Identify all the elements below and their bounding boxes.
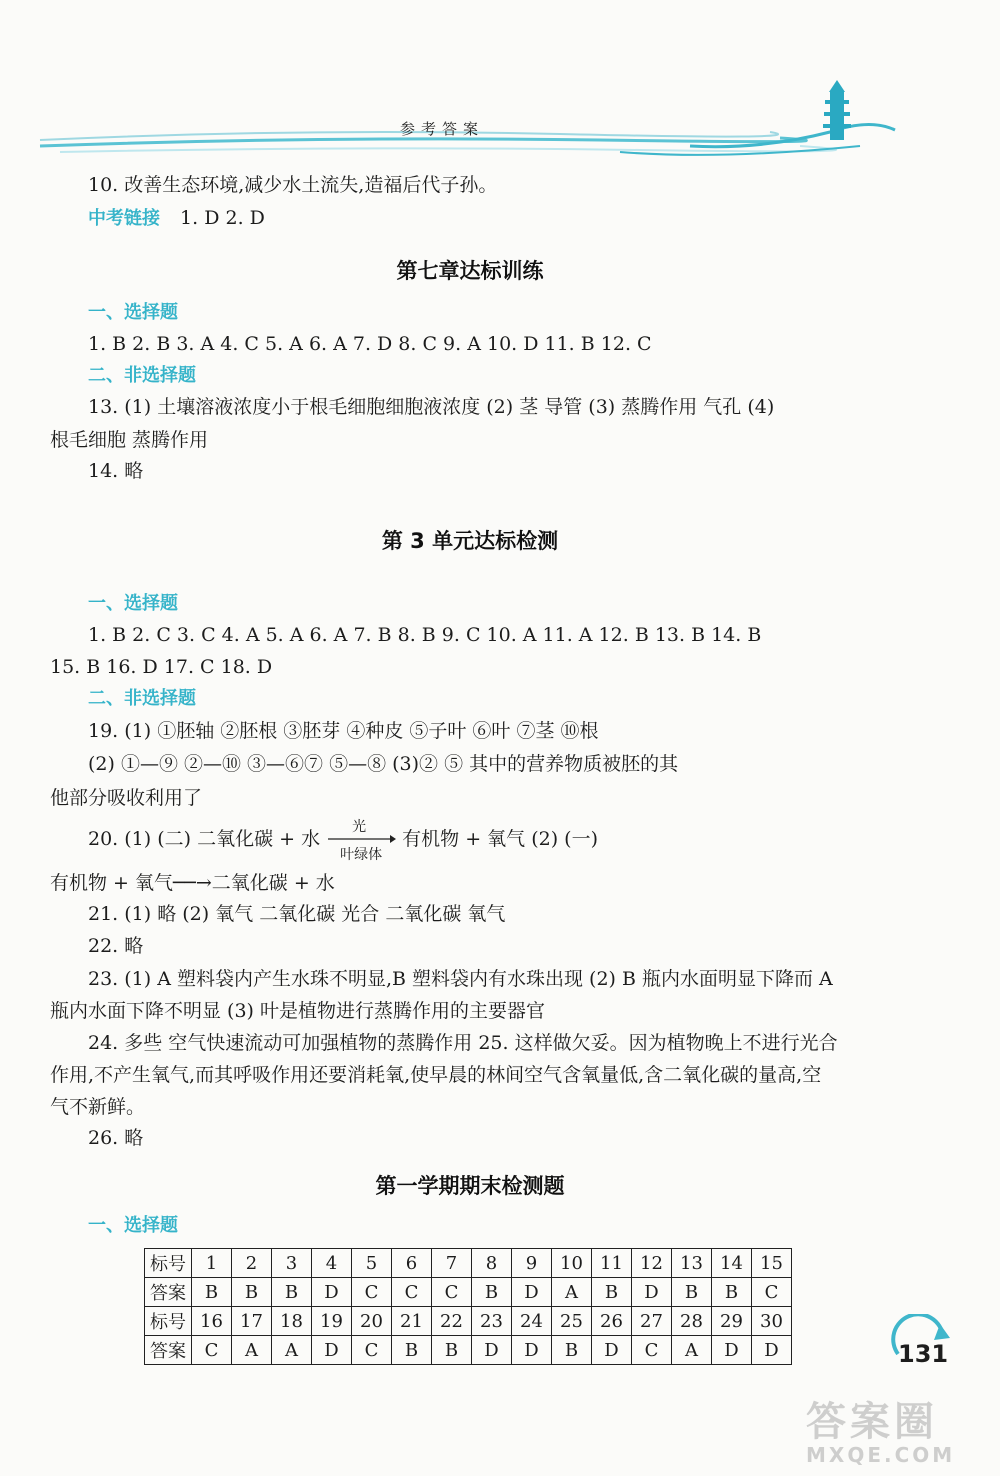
table-row — [145, 1336, 792, 1365]
table-cell: 15 — [752, 1249, 792, 1278]
table-cell: 1 — [192, 1249, 232, 1278]
table-cell: 答案 — [145, 1336, 192, 1365]
table-cell: B — [232, 1278, 272, 1307]
header-wave-decoration — [0, 0, 1000, 170]
table-cell: C — [392, 1278, 432, 1307]
ch7-q13-line2: 根毛细胞 蒸腾作用 — [50, 429, 209, 451]
table-cell: 5 — [352, 1249, 392, 1278]
header-banner — [0, 0, 1000, 170]
table-cell: B — [712, 1278, 752, 1307]
final-exam-title: 第一学期期末检测题 — [375, 1174, 565, 1198]
header-title: 参考答案 — [400, 120, 485, 138]
table-cell: C — [352, 1278, 392, 1307]
table-cell: 4 — [312, 1249, 352, 1278]
table-cell: 10 — [552, 1249, 592, 1278]
table-cell: 16 — [192, 1307, 232, 1336]
table-cell: D — [592, 1336, 632, 1365]
table-cell: 答案 — [145, 1278, 192, 1307]
unit3-q22: 22. 略 — [88, 935, 144, 957]
table-cell: 25 — [552, 1307, 592, 1336]
table-cell: 9 — [512, 1249, 552, 1278]
table-cell: D — [312, 1336, 352, 1365]
table-cell: B — [192, 1278, 232, 1307]
table-cell: 23 — [472, 1307, 512, 1336]
table-cell: 26 — [592, 1307, 632, 1336]
watermark-line2: MXQE.COM — [806, 1443, 956, 1467]
zhongkao-link-answers: 1. D 2. D — [180, 207, 265, 229]
zhongkao-link-row — [88, 205, 265, 232]
chapter7-title: 第七章达标训练 — [396, 259, 544, 283]
table-cell: B — [592, 1278, 632, 1307]
table-cell: B — [472, 1278, 512, 1307]
unit3-q24-line1: 24. 多些 空气快速流动可加强植物的蒸腾作用 25. 这样做欠妥。因为植物晚上不进行光合 — [88, 1032, 838, 1054]
table-cell: B — [272, 1278, 312, 1307]
table-cell: B — [432, 1336, 472, 1365]
table-cell: 11 — [592, 1249, 632, 1278]
ch7-section-nonchoice: 二、非选择题 — [88, 365, 196, 386]
unit3-q21: 21. (1) 略 (2) 氧气 二氧化碳 光合 二氧化碳 氧气 — [88, 903, 506, 925]
unit3-q19-line2: (2) ①—⑨ ②—⑩ ③—⑥⑦ ⑤—⑧ (3)② ⑤ 其中的营养物质被胚的其 — [88, 753, 679, 775]
unit3-q24-line2: 作用,不产生氧气,而其呼吸作用还要消耗氧,使早晨的林间空气含氧量低,含二氧化碳的量高,空 — [50, 1064, 822, 1086]
unit3-section-nonchoice: 二、非选择题 — [88, 688, 196, 709]
table-cell: 22 — [432, 1307, 472, 1336]
zhongkao-link-label: 中考链接 — [88, 208, 160, 229]
unit3-q19-line3: 他部分吸收利用了 — [50, 787, 203, 809]
table-cell: 8 — [472, 1249, 512, 1278]
table-cell: 标号 — [145, 1249, 192, 1278]
table-cell: C — [352, 1336, 392, 1365]
watermark-line1: 答案圈 — [806, 1399, 938, 1445]
table-cell: 27 — [632, 1307, 672, 1336]
table-cell: 19 — [312, 1307, 352, 1336]
table-cell: 6 — [392, 1249, 432, 1278]
final-section-choice: 一、选择题 — [88, 1215, 178, 1236]
table-cell: 24 — [512, 1307, 552, 1336]
q20-equation-right: 有机物 + 氧气 (2) (一) — [402, 828, 598, 850]
ch7-section-choice: 一、选择题 — [88, 302, 178, 323]
table-cell: A — [232, 1336, 272, 1365]
table-cell: C — [632, 1336, 672, 1365]
answer-10: 10. 改善生态环境,减少水土流失,造福后代子孙。 — [88, 174, 498, 196]
table-cell: 12 — [632, 1249, 672, 1278]
table-cell: 18 — [272, 1307, 312, 1336]
table-cell: 3 — [272, 1249, 312, 1278]
page-number: 131 — [898, 1340, 949, 1368]
table-cell: A — [672, 1336, 712, 1365]
table-cell: B — [392, 1336, 432, 1365]
answer-table — [144, 1248, 792, 1365]
unit3-q24-line3: 气不新鲜。 — [50, 1096, 146, 1118]
arrow-condition-chloroplast: 叶绿体 — [340, 847, 383, 863]
unit3-title: 第 3 单元达标检测 — [381, 529, 559, 553]
table-cell: 20 — [352, 1307, 392, 1336]
unit3-q19-line1: 19. (1) ①胚轴 ②胚根 ③胚芽 ④种皮 ⑤子叶 ⑥叶 ⑦茎 ⑩根 — [88, 720, 599, 742]
table-cell: 7 — [432, 1249, 472, 1278]
reaction-arrow — [326, 819, 396, 863]
table-cell: C — [752, 1278, 792, 1307]
table-cell: D — [312, 1278, 352, 1307]
table-cell: D — [472, 1336, 512, 1365]
table-cell: D — [752, 1336, 792, 1365]
arrow-condition-light: 光 — [352, 819, 367, 835]
table-cell: 2 — [232, 1249, 272, 1278]
unit3-section-choice: 一、选择题 — [88, 593, 178, 614]
unit3-q23-line2: 瓶内水面下降不明显 (3) 叶是植物进行蒸腾作用的主要器官 — [50, 1000, 545, 1022]
ch7-q14: 14. 略 — [88, 460, 144, 482]
table-cell: B — [552, 1336, 592, 1365]
ch7-choice-answers: 1. B 2. B 3. A 4. C 5. A 6. A 7. D 8. C 9. A 10. D 11. B 12. C — [88, 333, 652, 355]
watermark-logo — [806, 1400, 996, 1470]
table-cell: 14 — [712, 1249, 752, 1278]
table-cell: C — [432, 1278, 472, 1307]
unit3-q26: 26. 略 — [88, 1127, 144, 1149]
table-cell: C — [192, 1336, 232, 1365]
table-row — [145, 1249, 792, 1278]
table-cell: D — [712, 1336, 752, 1365]
pagoda-icon — [823, 80, 851, 140]
unit3-choice-line2: 15. B 16. D 17. C 18. D — [50, 656, 273, 678]
table-cell: 30 — [752, 1307, 792, 1336]
unit3-q20-line2: 有机物 + 氧气──→二氧化碳 + 水 — [50, 872, 335, 894]
ch7-q13-line1: 13. (1) 土壤溶液浓度小于根毛细胞细胞液浓度 (2) 茎 导管 (3) 蒸腾作用 气孔 (4) — [88, 396, 775, 418]
table-cell: D — [512, 1278, 552, 1307]
table-cell: 29 — [712, 1307, 752, 1336]
table-cell: 标号 — [145, 1307, 192, 1336]
unit3-q23-line1: 23. (1) A 塑料袋内产生水珠不明显,B 塑料袋内有水珠出现 (2) B 瓶内水面明显下降而 A — [88, 968, 833, 990]
table-cell: 17 — [232, 1307, 272, 1336]
table-row — [145, 1278, 792, 1307]
table-cell: 21 — [392, 1307, 432, 1336]
table-row — [145, 1307, 792, 1336]
q20-equation-left: 20. (1) (二) 二氧化碳 + 水 — [88, 828, 321, 850]
table-cell: 28 — [672, 1307, 712, 1336]
table-cell: A — [272, 1336, 312, 1365]
table-cell: A — [552, 1278, 592, 1307]
unit3-q20-line1 — [88, 819, 598, 863]
table-cell: D — [632, 1278, 672, 1307]
table-cell: B — [672, 1278, 712, 1307]
table-cell: D — [512, 1336, 552, 1365]
table-cell: 13 — [672, 1249, 712, 1278]
unit3-choice-line1: 1. B 2. C 3. C 4. A 5. A 6. A 7. B 8. B 9. C 10. A 11. A 12. B 13. B 14. B — [88, 624, 762, 646]
